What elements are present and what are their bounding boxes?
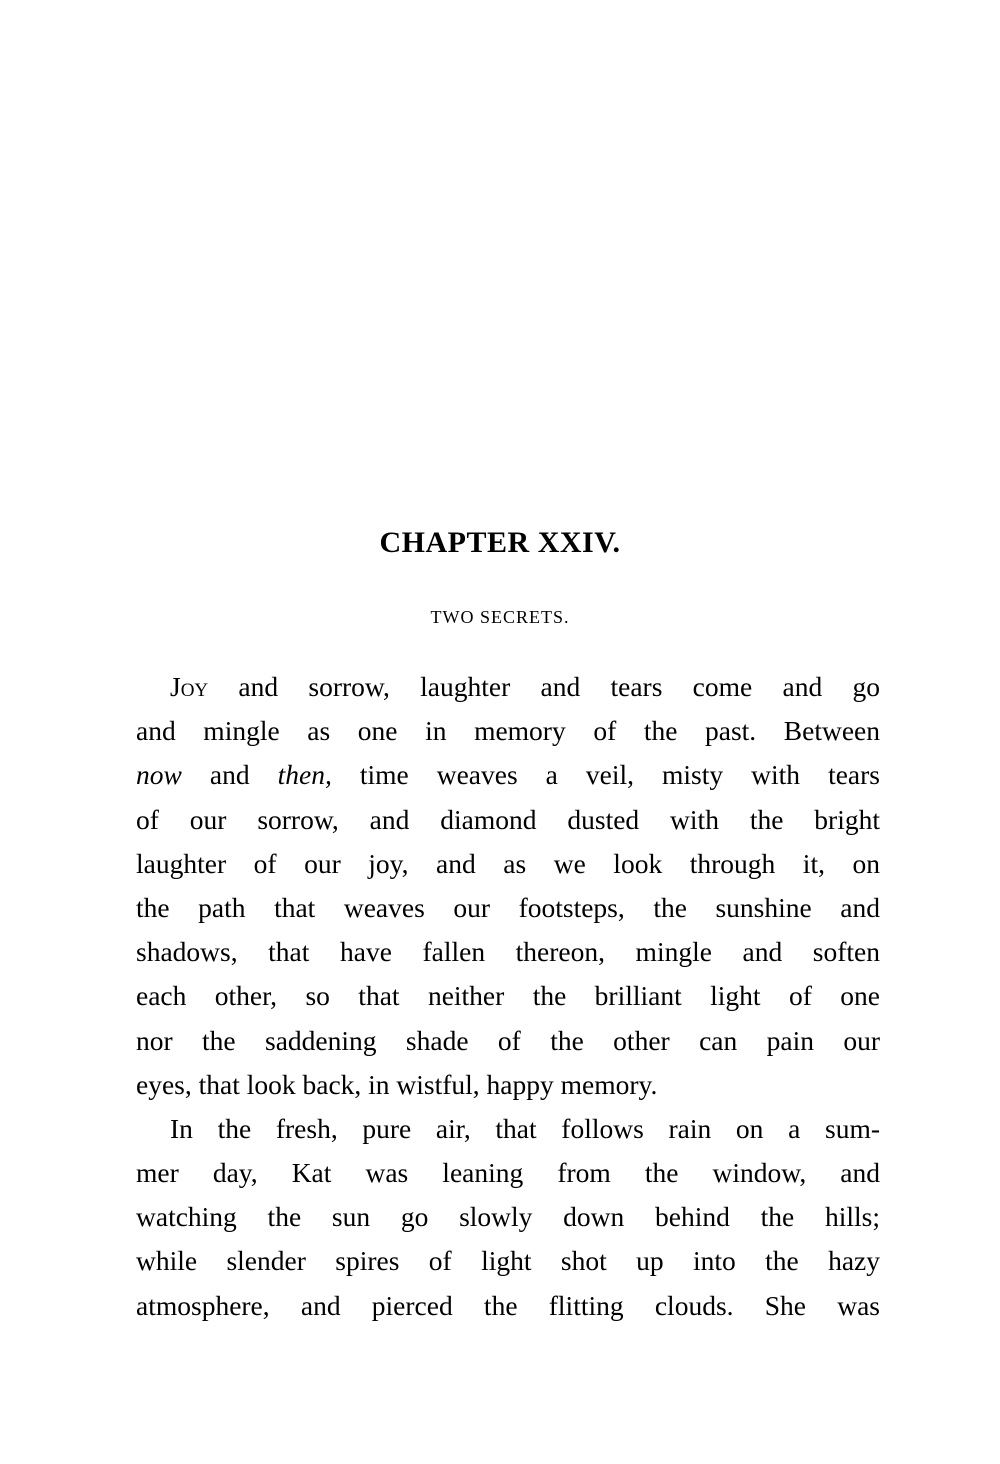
text-line: the path that weaves our footsteps, the sunshine and bbox=[136, 891, 880, 923]
paragraph-2 bbox=[136, 1107, 880, 1328]
text-line bbox=[136, 665, 880, 709]
text-line: atmosphere, and pierced the flitting clouds. She was bbox=[136, 1289, 880, 1321]
chapter-body bbox=[136, 665, 880, 1328]
text-line: eyes, that look back, in wistful, happy memory. bbox=[136, 1068, 658, 1100]
text-line: nor the saddening shade of the other can pain our bbox=[136, 1024, 880, 1056]
text-line: mer day, Kat was leaning from the window, and bbox=[136, 1157, 880, 1189]
paragraph-1 bbox=[136, 665, 880, 1107]
text-line bbox=[136, 753, 880, 797]
chapter-number: XXIV. bbox=[537, 526, 621, 559]
text-line: watching the sun go slowly down behind the hills; bbox=[136, 1201, 880, 1233]
chapter-heading bbox=[0, 526, 1000, 560]
text-line: and mingle as one in memory of the past. Between bbox=[136, 715, 880, 747]
text-line: shadows, that have fallen thereon, mingle and soften bbox=[136, 936, 880, 968]
text-line: of our sorrow, and diamond dusted with the bright bbox=[136, 803, 880, 835]
chapter-subtitle: TWO SECRETS. bbox=[430, 607, 570, 627]
line-text: time weaves a veil, misty with tears bbox=[331, 759, 880, 791]
text-line: each other, so that neither the brilliant light of one bbox=[136, 980, 880, 1012]
italic-word-then: then, bbox=[277, 759, 332, 791]
chapter-label: CHAPTER bbox=[379, 526, 530, 559]
italic-word-now: now bbox=[136, 759, 182, 791]
text-line: while slender spires of light shot up into the hazy bbox=[136, 1245, 880, 1277]
line-text: and bbox=[181, 759, 278, 791]
text-line: In the fresh, pure air, that follows rain on a sum- bbox=[170, 1112, 880, 1144]
drop-cap-word: Joy bbox=[170, 671, 209, 702]
text-line: laughter of our joy, and as we look through it, on bbox=[136, 847, 880, 879]
line-text: and sorrow, laughter and tears come and go bbox=[208, 671, 880, 702]
